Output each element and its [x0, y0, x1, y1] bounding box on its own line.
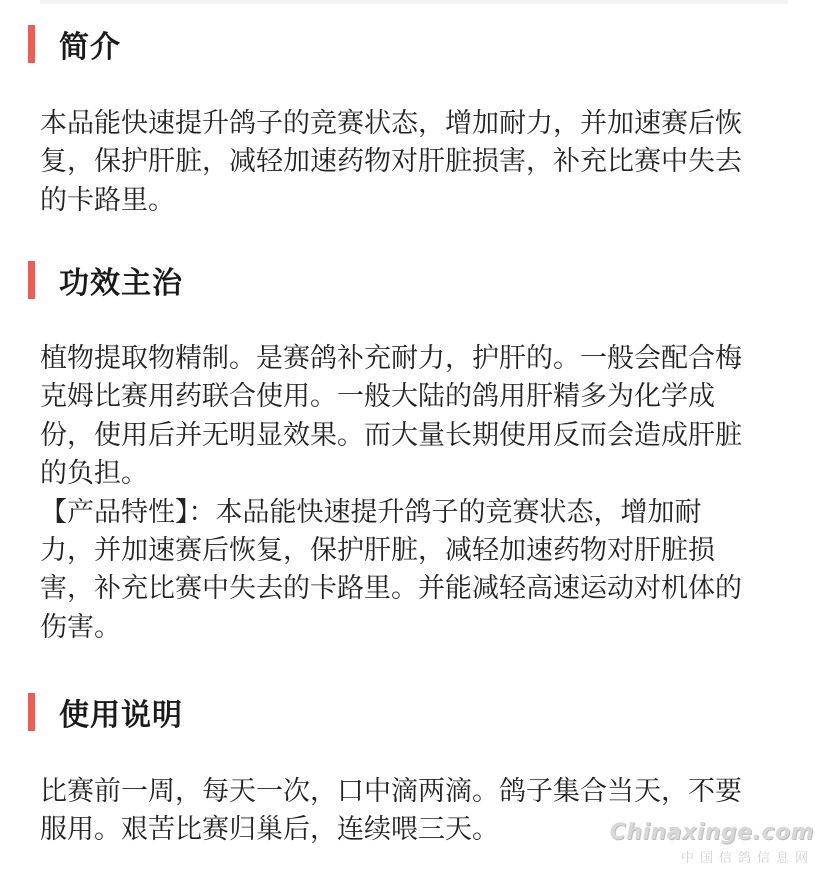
section-heading-usage	[28, 692, 183, 732]
section-body-efficacy	[40, 340, 788, 647]
section-heading-efficacy	[28, 260, 183, 300]
section-title: 使用说明	[59, 698, 183, 733]
section-title: 简介	[59, 30, 121, 65]
paragraph-line: 的卡路里。	[40, 184, 175, 216]
paragraph-line: 克姆比赛用药联合使用。一般大陆的鸽用肝精多为化学成	[40, 381, 715, 413]
paragraph-line: 植物提取物精制。是赛鸽补充耐力，护肝的。一般会配合梅	[40, 343, 742, 374]
paragraph-line: 本品能快速提升鸽子的竞赛状态，增加耐力，并加速赛后恢	[40, 108, 742, 139]
section-title: 功效主治	[59, 266, 183, 301]
section-body-intro	[40, 105, 788, 220]
heading-accent-bar	[28, 261, 35, 299]
paragraph-line: 的负担。	[40, 458, 148, 490]
paragraph-line: 【产品特性】：本品能快速提升鸽子的竞赛状态，增加耐	[40, 496, 702, 528]
heading-accent-bar	[28, 693, 35, 731]
heading-accent-bar	[28, 25, 35, 63]
paragraph-line: 比赛前一周，每天一次，口中滴两滴。鸽子集合当天，不要	[40, 776, 742, 807]
paragraph-line: 复，保护肝脏，减轻加速药物对肝脏损害，补充比赛中失去	[40, 146, 742, 178]
watermark-logo-text: Chinaxinge.com	[609, 820, 814, 845]
top-divider	[40, 0, 788, 4]
watermark-subtitle: 中国信鸽信息网	[680, 851, 814, 866]
section-heading-intro	[28, 24, 121, 64]
site-watermark	[610, 820, 814, 866]
paragraph-line: 害，补充比赛中失去的卡路里。并能减轻高速运动对机体的	[40, 573, 742, 605]
paragraph-line: 服用。艰苦比赛归巢后，连续喂三天。	[40, 814, 499, 846]
paragraph-line: 份，使用后并无明显效果。而大量长期使用反而会造成肝脏	[40, 419, 742, 451]
paragraph-line: 力，并加速赛后恢复，保护肝脏，减轻加速药物对肝脏损	[40, 534, 715, 566]
paragraph-line: 伤害。	[40, 611, 121, 643]
